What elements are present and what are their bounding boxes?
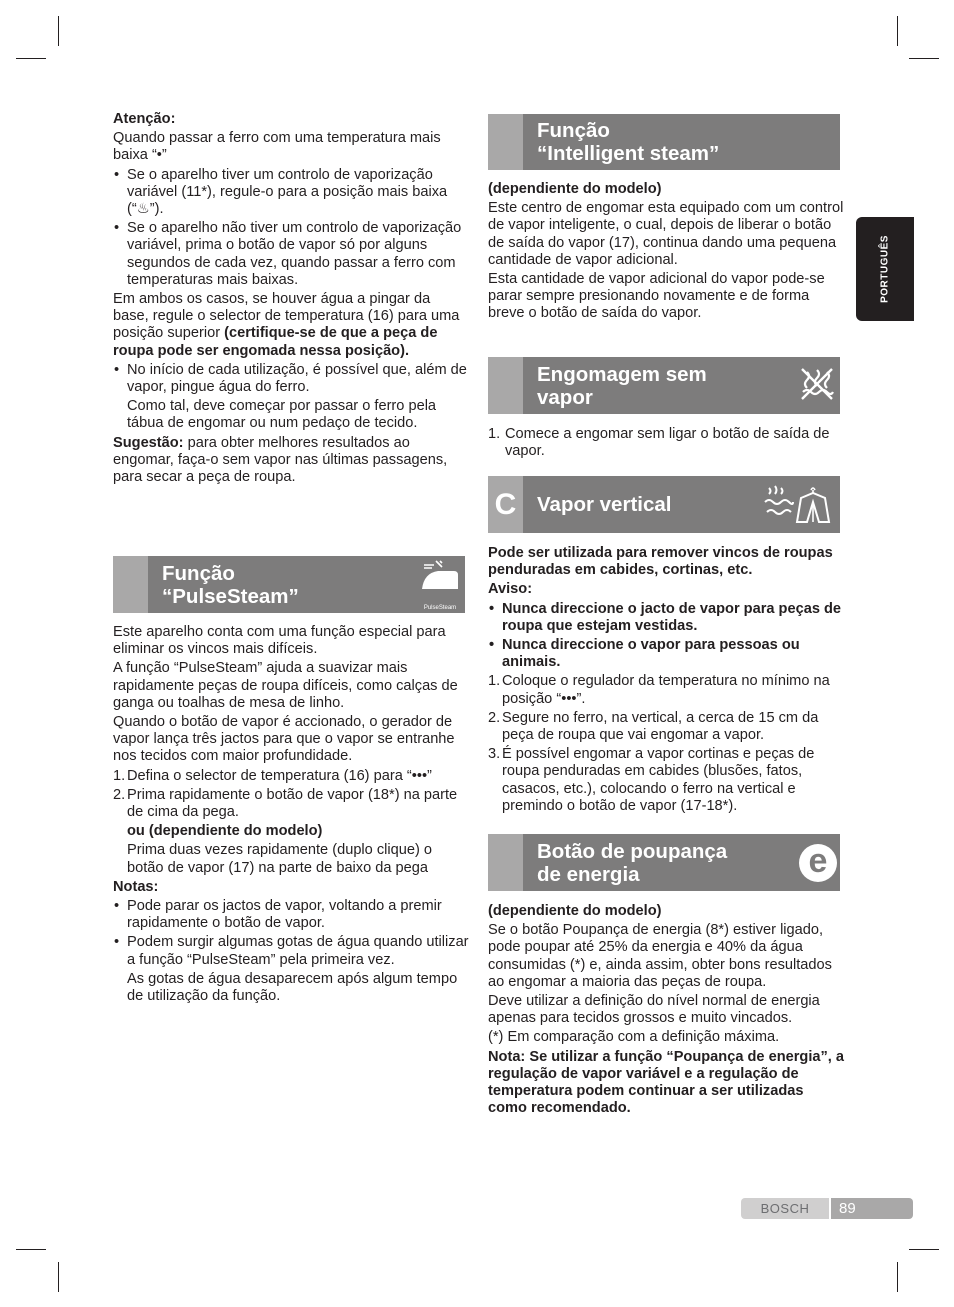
numbered-item (113, 787, 469, 821)
item-text: Segure no ferro, na vertical, a cerca de 15 cm da peça de roupa que vai engomar a vapor. (502, 709, 819, 744)
bullet-continuation: As gotas de água desaparecem após algum tempo de utilização da função. (127, 970, 458, 1005)
list-item: • Se o aparelho não tiver um controlo de vaporização variável, prima o botão de vapor só por alguns segundos de cada vez, quando passar a ferro com temperaturas mais baixas. (113, 220, 469, 289)
language-tab-label: PORTUGUÊS (879, 235, 891, 303)
item-text: Prima rapidamente o botão de vapor (18*) na parte de cima da pega. (127, 786, 458, 821)
paragraph: Quando o botão de vapor é accionado, o gerador de vapor lança três jactos para que o vapor se entranhe nos tecidos com maior profundidade. (113, 714, 455, 765)
numbered-item (488, 673, 844, 707)
section-title (537, 119, 719, 165)
section-title-line: Engomagem sem (537, 363, 707, 386)
paragraph-bold: Pode ser utilizada para remover vincos de roupas penduradas em cabides, cortinas, etc. (488, 545, 833, 579)
numbered-item (488, 710, 844, 744)
language-tab (856, 217, 914, 321)
header-tab (488, 114, 523, 170)
crop-mark (897, 1262, 898, 1292)
item-number: 2. (113, 786, 126, 803)
header-tab (488, 357, 523, 414)
pulsesteam-icon (418, 559, 462, 610)
section-header-vapor-vertical (488, 476, 840, 533)
left-column-top (113, 111, 469, 488)
notas-label: Notas: (113, 878, 159, 895)
numbered-item (113, 768, 469, 785)
section-header-sem-vapor (488, 357, 840, 414)
list-item (113, 167, 469, 219)
item-number: 1. (488, 673, 501, 690)
no-steam-icon (799, 366, 835, 409)
section-header-pulsesteam (113, 556, 465, 613)
paragraph: Prima duas vezes rapidamente (duplo clique) o botão de vapor (17) na parte de baixo da pega (127, 842, 433, 876)
section-title-line: “Intelligent steam” (537, 142, 720, 165)
intelligent-steam-text (488, 181, 844, 325)
paragraph: A função “PulseSteam” ajuda a suavizar mais rapidamente peças de roupa difíceis, como calças de ganga ou toalhas de mesa de linho. (113, 660, 458, 711)
atencao-intro: Quando passar a ferro com uma temperatura mais baixa “•” (113, 130, 441, 164)
crop-mark (16, 58, 46, 59)
paragraph-bold: (certifique-se de que a peça de roupa pode ser engomada nessa posição). (113, 325, 438, 359)
item-text: Comece a engomar sem ligar o botão de saída de vapor. (505, 426, 830, 460)
crop-mark (909, 58, 939, 59)
item-text: Defina o selector de temperatura (16) para “•••” (127, 767, 432, 784)
list-item: • Nunca direccione o jacto de vapor para peças de roupa que estejam vestidas. (488, 601, 844, 635)
bullet-continuation: Como tal, deve começar por passar o ferro pela tábua de engomar ou num pedaço de tecido. (127, 398, 437, 432)
item-number: 2. (488, 709, 501, 726)
crop-mark (58, 16, 59, 46)
section-header-poupanca (488, 834, 840, 891)
section-title-line: “PulseSteam” (162, 585, 299, 608)
section-header-intelligent-steam (488, 114, 840, 170)
section-title (162, 562, 299, 608)
item-number: 1. (488, 426, 501, 442)
sugestao-label: Sugestão: (113, 434, 184, 451)
list-item: • Nunca direccione o vapor para pessoas ou animais. (488, 637, 844, 671)
section-title-line: de energia (537, 863, 640, 886)
paragraph-text: Em ambos os casos, se houver água a pingar da base, regule o selector de temperatura (16) para uma posição superior (113, 291, 460, 342)
paragraph: Este centro de engomar esta equipado com um control de vapor inteligente, o cual, depois de liberar o botão de saída do vapor (17), continua dando uma pequena cantidade de vapor adicional. (488, 200, 844, 268)
item-number: 3. (488, 746, 501, 763)
pulsesteam-icon-label: PulseSteam (423, 605, 457, 611)
section-title (537, 840, 727, 886)
paragraph-bold: Nota: Se utilizar a função “Poupança de energia”, a regulação de vapor variável e a regulação de temperatura podem continuar a ser utilizadas como recomendado. (488, 1048, 845, 1117)
section-title-line: vapor (537, 386, 593, 409)
section-title-line: Função (537, 119, 610, 142)
vapor-vertical-text (488, 545, 844, 817)
item-text: Coloque o regulador da temperatura no mínimo na posição “•••”. (502, 673, 830, 707)
sugestao (113, 435, 469, 487)
left-column-bottom (113, 624, 469, 1007)
item-text: É possível engomar a vapor cortinas e peças de roupa penduradas em cabides (blusões, fatos, casacos, etc.), colocando o ferro na vertical e premindo o botão de vapor (17-18*). (502, 746, 815, 814)
numbered-item (488, 426, 844, 460)
bullet-text: • Se o aparelho tiver um controlo de vaporização variável (11*), regule-o para a posição mais baixa (127, 166, 448, 200)
aviso-label: Aviso: (488, 581, 533, 598)
eco-e-icon: e (799, 844, 837, 882)
header-tab (488, 834, 523, 891)
section-title-line: Botão de poupança (537, 840, 728, 863)
model-note: ou (dependiente do modelo) (127, 823, 323, 840)
crop-mark (909, 1249, 939, 1250)
crop-mark (897, 16, 898, 46)
sugestao-text: para obter melhores resultados ao engomar, faça-o sem vapor nas últimas passagens, para secar a peça de roupa. (113, 434, 448, 486)
section-title: Vapor vertical (537, 493, 672, 516)
sem-vapor-text (488, 426, 844, 462)
list-item: • No início de cada utilização, é possível que, além de vapor, pingue água do ferro. (113, 362, 469, 396)
crop-mark (58, 1262, 59, 1292)
section-title-line: Função (162, 562, 235, 585)
header-tab (113, 556, 148, 613)
model-note: (dependiente do modelo) (488, 181, 662, 197)
paragraph: Se o botão Poupança de energia (8*) estiver ligado, pode poupar até 25% da energia e 40% da água consumidas (*) e, ainda assim, obter bons resultados ao engomar a maioria das peças de roupa. (488, 922, 832, 990)
paragraph: Esta cantidade de vapor adicional do vapor pode-se parar sempre presionando novamente e de forma breve o botão de saída do vapor. (488, 271, 825, 322)
list-item: • Pode parar os jactos de vapor, voltando a premir rapidamente o botão de vapor. (113, 898, 469, 932)
page-number: 89 (831, 1198, 913, 1219)
model-note: (dependiente do modelo) (488, 903, 662, 919)
header-tab: C (488, 476, 523, 533)
list-item: • Podem surgir algumas gotas de água quando utilizar a função “PulseSteam” pela primeira vez. (113, 934, 469, 968)
section-title (537, 363, 707, 409)
item-number: 1. (113, 767, 126, 784)
poupanca-text (488, 903, 844, 1119)
footer-brand: BOSCH (741, 1198, 829, 1219)
atencao-label: Atenção: (113, 111, 176, 127)
paragraph: Este aparelho conta com uma função especial para eliminar os vincos mais difíceis. (113, 624, 446, 658)
numbered-item (488, 746, 844, 815)
paragraph: Deve utilizar a definição do nível normal de energia apenas para tecidos grossos e muito vincados. (488, 993, 820, 1027)
vertical-steam-icon (763, 484, 835, 531)
paragraph (113, 291, 469, 360)
crop-mark (16, 1249, 46, 1250)
paragraph: (*) Em comparação com a definição máxima. (488, 1029, 780, 1046)
bullet-text: (“♨”). (127, 201, 164, 218)
